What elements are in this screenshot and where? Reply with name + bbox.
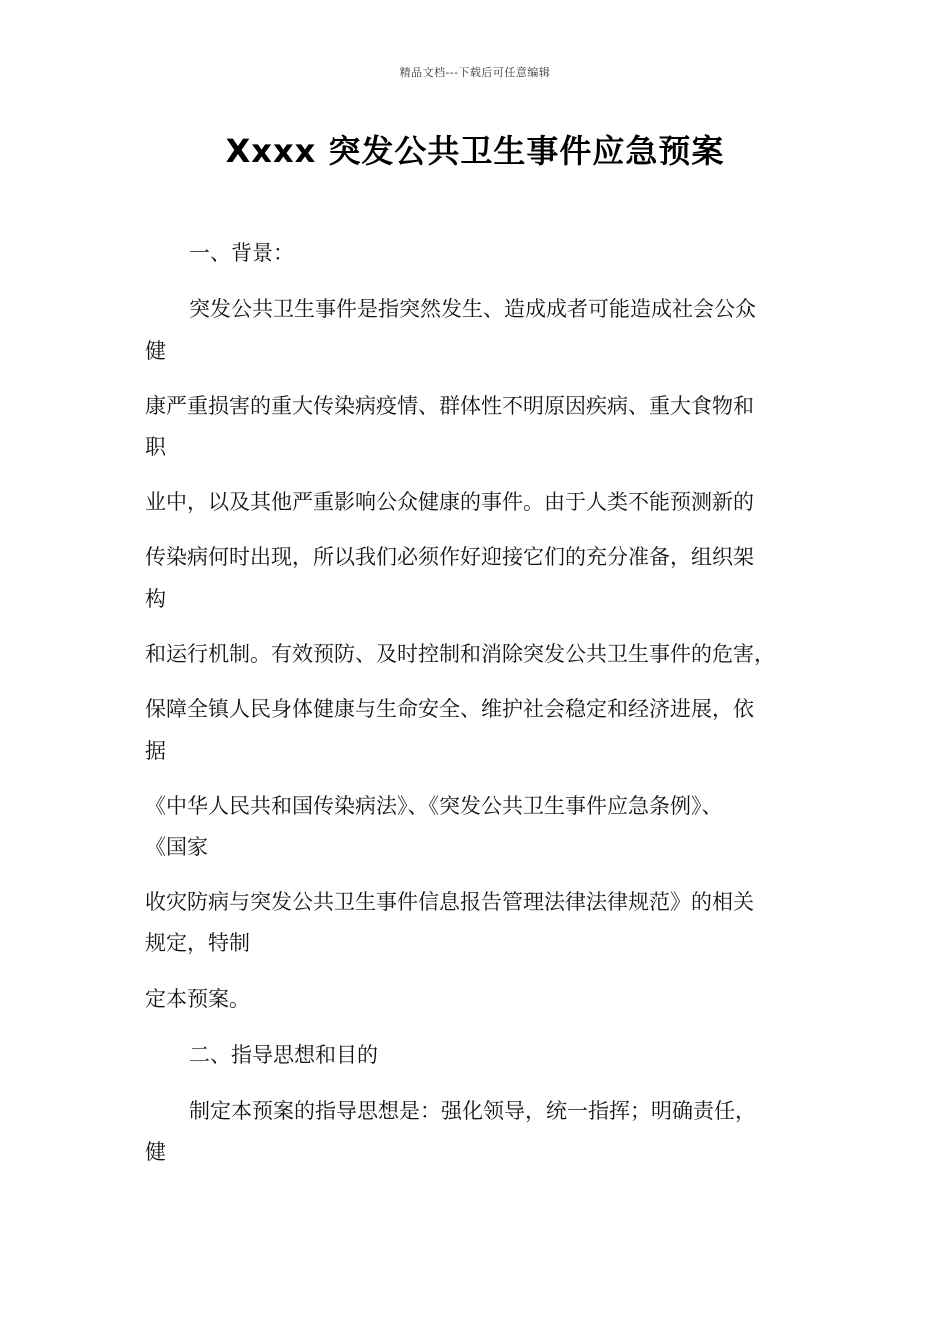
- paragraph-line: 构: [145, 587, 166, 611]
- page-header-note: 精品文档---下载后可任意编辑: [399, 66, 551, 79]
- paragraph-line: 制定本预案的指导思想是：强化领导，统一指挥；明确责任，: [189, 1099, 756, 1123]
- document-title: Xxxx 突发公共卫生事件应急预案: [225, 132, 725, 170]
- section-heading-background: 一、背景：: [189, 241, 294, 265]
- paragraph-line: 《中华人民共和国传染病法》、《突发公共卫生事件应急条例》、: [145, 794, 723, 818]
- paragraph-line: 收灾防病与突发公共卫生事件信息报告管理法律法律规范》的相关: [145, 890, 754, 914]
- paragraph-line: 健: [145, 1140, 166, 1164]
- paragraph-line: 保障全镇人民身体健康与生命安全、维护社会稳定和经济进展，依: [145, 697, 754, 721]
- paragraph-line: 《国家: [145, 835, 208, 859]
- paragraph-line: 和运行机制。有效预防、及时控制和消除突发公共卫生事件的危害，: [145, 642, 775, 666]
- paragraph-line: 传染病何时出现，所以我们必须作好迎接它们的充分准备，组织架: [145, 545, 754, 569]
- paragraph-line: 业中，以及其他严重影响公众健康的事件。由于人类不能预测新的: [145, 490, 754, 514]
- paragraph-line: 健: [145, 339, 166, 363]
- paragraph-line: 规定，特制: [145, 931, 250, 955]
- section-heading-guiding-principles: 二、指导思想和目的: [189, 1043, 378, 1067]
- paragraph-line: 定本预案。: [145, 987, 250, 1011]
- paragraph-line: 突发公共卫生事件是指突然发生、造成成者可能造成社会公众: [189, 297, 756, 321]
- paragraph-line: 据: [145, 739, 166, 763]
- paragraph-line: 职: [145, 435, 166, 459]
- paragraph-line: 康严重损害的重大传染病疫情、群体性不明原因疾病、重大食物和: [145, 394, 754, 418]
